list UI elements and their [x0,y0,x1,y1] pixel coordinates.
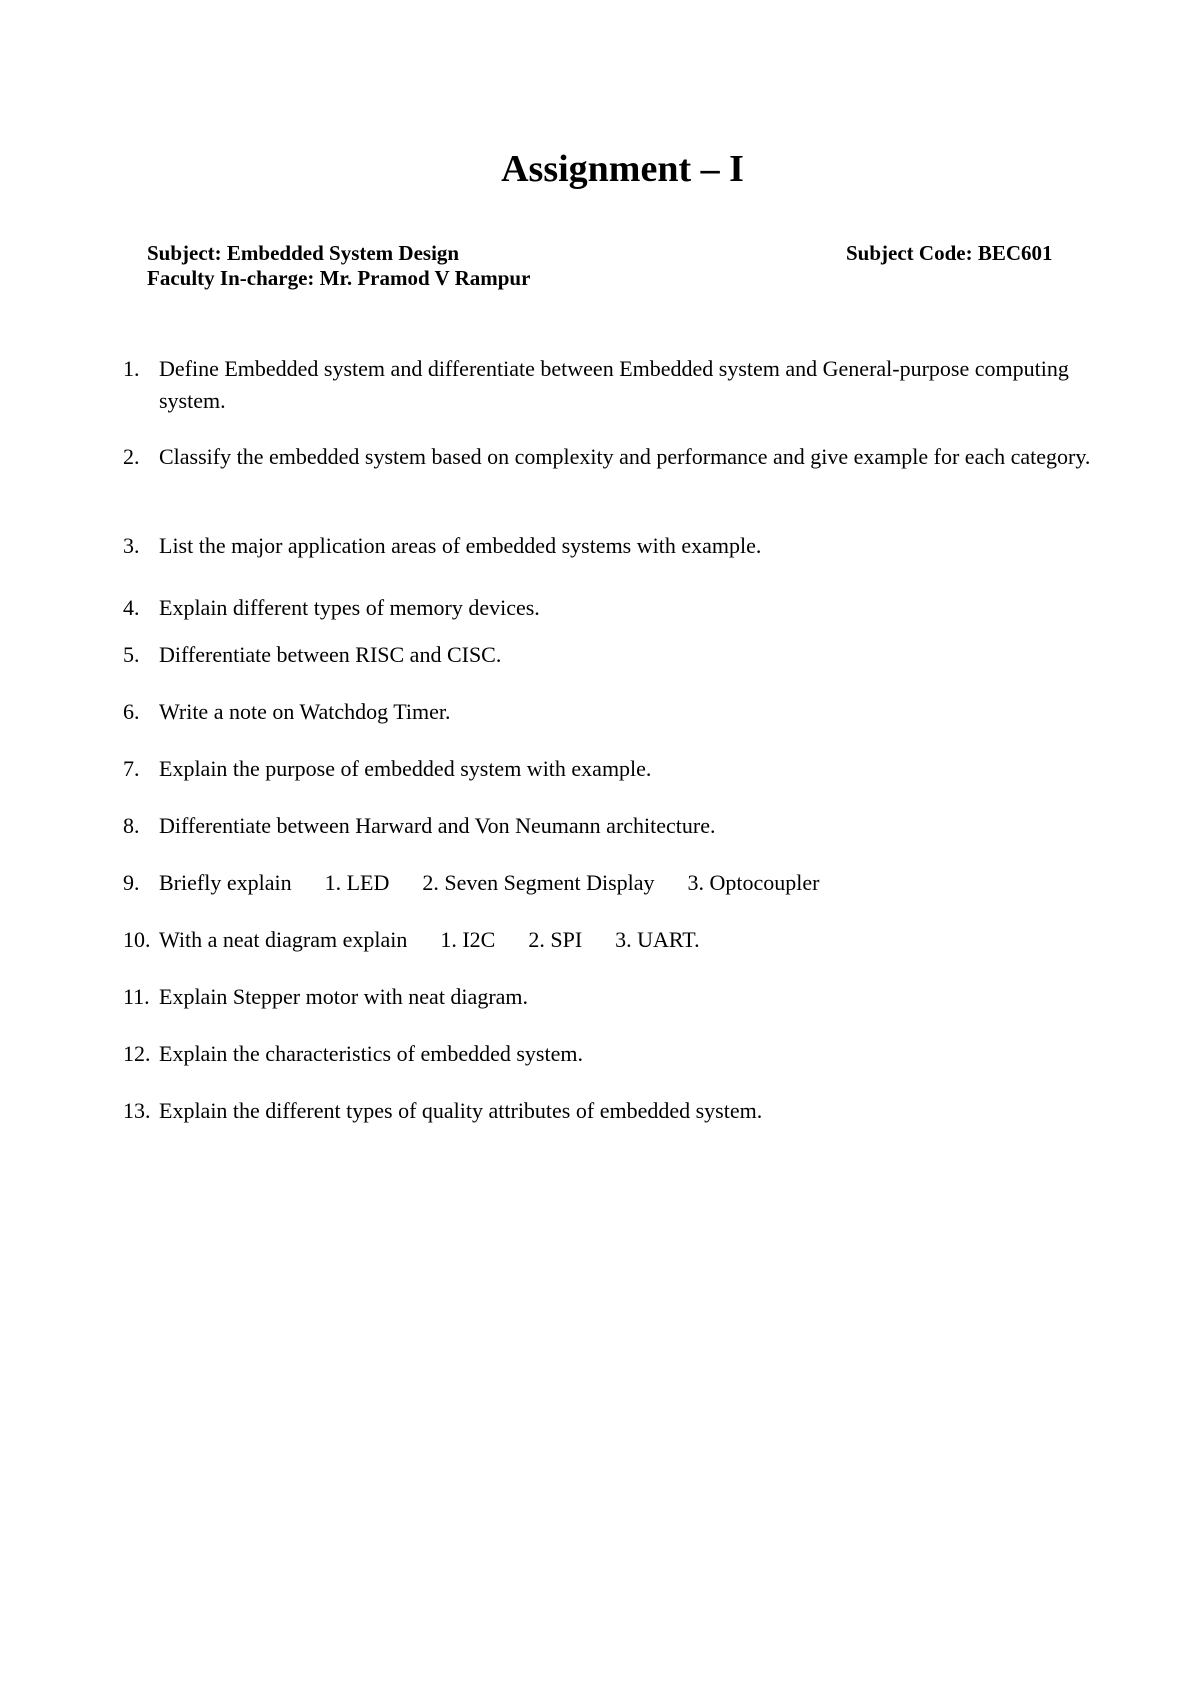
question-item [123,696,1108,728]
question-item [123,867,1108,899]
question-text: Differentiate between Harward and Von Neumann architecture. [159,813,716,838]
question-text: List the major application areas of embedded systems with example. [159,533,762,558]
question-item [123,924,1108,956]
question-item [123,981,1108,1013]
question-item [123,1095,1108,1127]
question-text: Explain the purpose of embedded system with example. [159,756,652,781]
question-text: Explain Stepper motor with neat diagram. [159,984,529,1009]
question-number: 4. [123,595,140,620]
question-number: 1. [123,356,140,381]
question-text: Differentiate between RISC and CISC. [159,642,502,667]
question-number: 12. [123,1041,151,1066]
question-text: Write a note on Watchdog Timer. [159,699,451,724]
question-text: Explain different types of memory devices. [159,595,540,620]
question-number: 11. [123,984,150,1009]
question-text: With a neat diagram explain 1. I2C 2. SPI 3. UART. [159,927,700,952]
question-number: 8. [123,813,140,838]
question-text: Classify the embedded system based on complexity and performance and give example for each category. [159,444,1091,469]
subject-label: Subject: Embedded System Design [147,241,460,265]
question-item [123,530,1108,562]
question-item [123,1038,1108,1070]
question-number: 2. [123,444,140,469]
question-number: 13. [123,1098,151,1123]
question-number: 10. [123,927,151,952]
question-number: 7. [123,756,140,781]
question-item [123,753,1108,785]
question-number: 6. [123,699,140,724]
question-number: 5. [123,642,140,667]
page-title: Assignment – I [501,148,744,190]
question-text: Briefly explain 1. LED 2. Seven Segment Display 3. Optocoupler [159,870,820,895]
question-item [123,592,1108,624]
question-item [123,441,1108,473]
question-text: Explain the different types of quality attributes of embedded system. [159,1098,763,1123]
subject-code-label: Subject Code: BEC601 [846,241,1053,265]
question-text: Explain the characteristics of embedded system. [159,1041,583,1066]
faculty-label: Faculty In-charge: Mr. Pramod V Rampur [147,266,531,290]
question-item [123,810,1108,842]
question-text: Define Embedded system and differentiate between Embedded system and General-purpose computing system. [159,356,1069,413]
question-number: 9. [123,870,140,895]
question-item [123,353,1108,417]
question-number: 3. [123,533,140,558]
question-item [123,639,1108,671]
